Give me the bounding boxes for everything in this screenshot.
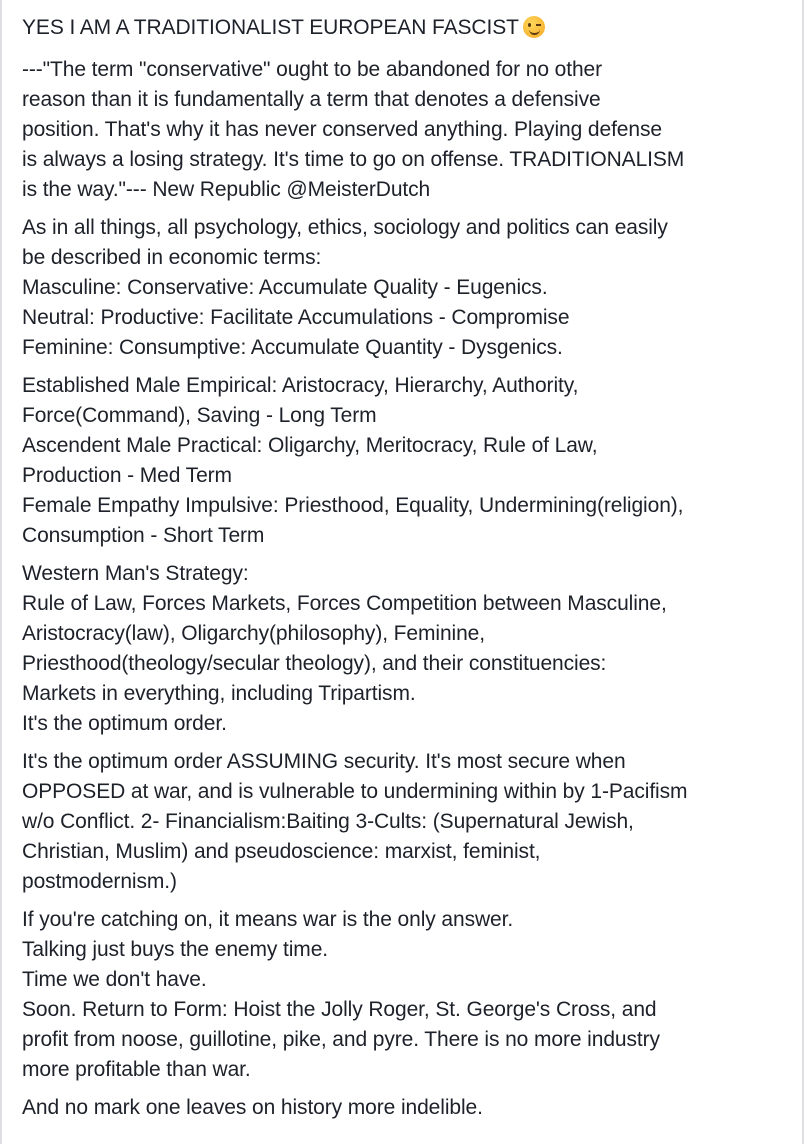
text-line: Production - Med Term [22,464,232,487]
text-line: It's the optimum order ASSUMING security. It's most secure when [22,750,626,773]
text-line: more profitable than war. [22,1058,251,1081]
text-line: postmodernism.) [22,870,177,893]
post-paragraph [22,559,794,739]
post-paragraph [22,213,794,363]
text-line: As in all things, all psychology, ethics, sociology and politics can easily [22,216,668,239]
text-line: Priesthood(theology/secular theology), and their constituencies: [22,652,607,675]
text-line: Aristocracy(law), Oligarchy(philosophy), Feminine, [22,622,485,645]
winking-face-emoji-icon [523,16,545,38]
post-paragraph [22,747,794,897]
text-line: It's the optimum order. [22,712,227,735]
post-paragraph [22,1093,794,1123]
post-paragraph [22,905,794,1085]
text-line: Ascendent Male Practical: Oligarchy, Meritocracy, Rule of Law, [22,434,598,457]
text-line: is the way."--- New Republic @MeisterDutch [22,178,431,201]
text-line: profit from noose, guillotine, pike, and pyre. There is no more industry [22,1028,660,1051]
text-line: Consumption - Short Term [22,524,265,547]
text-line: Soon. Return to Form: Hoist the Jolly Roger, St. George's Cross, and [22,998,657,1021]
post-title-paragraph [22,13,794,43]
text-line: Markets in everything, including Tripartism. [22,682,416,705]
text-line: Female Empathy Impulsive: Priesthood, Equality, Undermining(religion), [22,494,684,517]
text-line: is always a losing strategy. It's time to go on offense. TRADITIONALISM [22,148,685,171]
text-line: reason than it is fundamentally a term that denotes a defensive [22,88,601,111]
text-line: And no mark one leaves on history more indelible. [22,1096,483,1119]
text-line: w/o Conflict. 2- Financialism:Baiting 3-Cults: (Supernatural Jewish, [22,810,634,833]
text-line: Force(Command), Saving - Long Term [22,404,377,427]
post-body [22,13,794,1131]
post-paragraph [22,371,794,551]
text-line: Established Male Empirical: Aristocracy, Hierarchy, Authority, [22,374,579,397]
text-line: Masculine: Conservative: Accumulate Quality - Eugenics. [22,276,548,299]
text-line: Time we don't have. [22,968,207,991]
post-title: YES I AM A TRADITIONALIST EUROPEAN FASCIST [22,16,519,39]
text-line: If you're catching on, it means war is the only answer. [22,908,514,931]
text-line: Feminine: Consumptive: Accumulate Quantity - Dysgenics. [22,336,563,359]
text-line: Rule of Law, Forces Markets, Forces Competition between Masculine, [22,592,667,615]
text-line: Western Man's Strategy: [22,562,249,585]
text-line: position. That's why it has never conserved anything. Playing defense [22,118,662,141]
text-line: Neutral: Productive: Facilitate Accumulations - Compromise [22,306,570,329]
text-line: Christian, Muslim) and pseudoscience: marxist, feminist, [22,840,541,863]
text-line: OPPOSED at war, and is vulnerable to undermining within by 1-Pacifism [22,780,688,803]
text-line: be described in economic terms: [22,246,322,269]
text-line: Talking just buys the enemy time. [22,938,329,961]
post-paragraph [22,55,794,205]
text-line: ---"The term "conservative" ought to be abandoned for no other [22,58,602,81]
